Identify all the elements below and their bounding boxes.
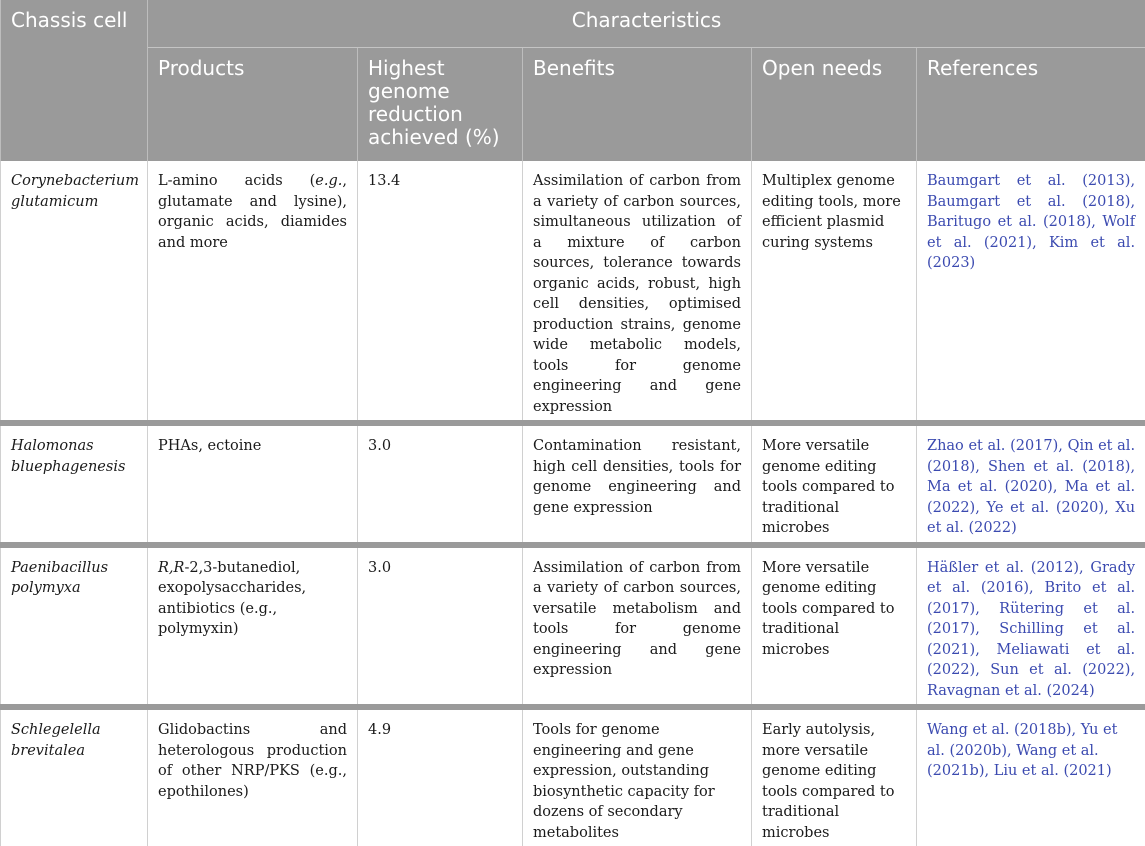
header-highest-reduction	[358, 48, 523, 162]
header-benefits: Benefits	[523, 48, 752, 162]
open-needs-cell: Multiplex genome editing tools, more efficient plasmid curing systems	[752, 161, 917, 423]
table-row	[1, 423, 1145, 545]
species-cell	[1, 707, 148, 846]
species-name-epithet: polymyxa	[11, 580, 81, 596]
references-cell[interactable]: Häßler et al. (2012), Grady et al. (2016), Brito et al. (2017), Rütering et al. (2017), Schilling et al. (2021), Meliawati et al. (2022), Sun et al. (2022), Ravagnan et al. (2024)	[917, 545, 1145, 708]
products-cell	[148, 545, 358, 708]
open-needs-cell: Early autolysis, more versatile genome editing tools compared to traditional microbes	[752, 707, 917, 846]
header-references: References	[917, 48, 1145, 162]
reduction-cell: 4.9	[358, 707, 523, 846]
open-needs-cell: More versatile genome editing tools compared to traditional microbes	[752, 423, 917, 545]
products-text: L-amino acids (	[158, 173, 315, 189]
header-characteristics: Characteristics	[148, 0, 1145, 48]
header-products: Products	[148, 48, 358, 162]
header-open-needs: Open needs	[752, 48, 917, 162]
products-cell: Glidobactins and heterologous production of other NRP/PKS (e.g., epothilones)	[148, 707, 358, 846]
products-italic-text: e.g.	[315, 173, 342, 189]
species-name-epithet: bluephagenesis	[11, 459, 125, 475]
products-italic-text: R,R	[158, 560, 184, 576]
benefits-cell: Contamination resistant, high cell densities, tools for genome engineering and gene expression	[523, 423, 752, 545]
species-name-epithet: glutamicum	[11, 194, 98, 210]
header-chassis-cell: Chassis cell	[1, 0, 148, 161]
products-text: , glutamate and lysine), organic acids, diamides and more	[158, 173, 347, 251]
references-cell[interactable]: Baumgart et al. (2013), Baumgart et al. (2018), Baritugo et al. (2018), Wolf et al. (2021), Kim et al. (2023)	[917, 161, 1145, 423]
species-name-genus: Paenibacillus	[11, 560, 108, 576]
species-name-genus: Schlegelella	[11, 722, 101, 738]
reduction-cell: 3.0	[358, 545, 523, 708]
table-header	[1, 0, 1145, 161]
products-text: -2,3-butanediol, exopolysaccharides, antibiotics (e.g., polymyxin)	[158, 560, 306, 638]
species-name-genus: Halomonas	[11, 438, 94, 454]
header-highest-line2: genome	[368, 79, 450, 103]
table-row	[1, 707, 1145, 846]
header-highest-line1: Highest	[368, 56, 445, 80]
benefits-cell: Tools for genome engineering and gene expression, outstanding biosynthetic capacity for dozens of secondary metabolites	[523, 707, 752, 846]
species-name-genus: Corynebacterium	[11, 173, 139, 189]
references-cell[interactable]: Wang et al. (2018b), Yu et al. (2020b), Wang et al. (2021b), Liu et al. (2021)	[917, 707, 1145, 846]
reduction-cell: 3.0	[358, 423, 523, 545]
species-cell	[1, 423, 148, 545]
species-cell	[1, 545, 148, 708]
references-cell[interactable]: Zhao et al. (2017), Qin et al. (2018), Shen et al. (2018), Ma et al. (2020), Ma et al. (2022), Ye et al. (2020), Xu et al. (2022)	[917, 423, 1145, 545]
benefits-cell: Assimilation of carbon from a variety of carbon sources, simultaneous utilization of a mixture of carbon sources, tolerance towards organic acids, robust, high cell densities, optimised production strains, genome wide metabolic models, tools for genome engineering and gene expression	[523, 161, 752, 423]
species-name-epithet: brevitalea	[11, 743, 85, 759]
benefits-cell: Assimilation of carbon from a variety of carbon sources, versatile metabolism and tools for genome engineering and gene expression	[523, 545, 752, 708]
table-row	[1, 545, 1145, 708]
products-cell	[148, 161, 358, 423]
reduction-cell: 13.4	[358, 161, 523, 423]
open-needs-cell: More versatile genome editing tools compared to traditional microbes	[752, 545, 917, 708]
table-row	[1, 161, 1145, 423]
header-highest-line3: reduction	[368, 102, 463, 126]
header-highest-line4: achieved (%)	[368, 125, 500, 149]
products-cell: PHAs, ectoine	[148, 423, 358, 545]
species-cell	[1, 161, 148, 423]
